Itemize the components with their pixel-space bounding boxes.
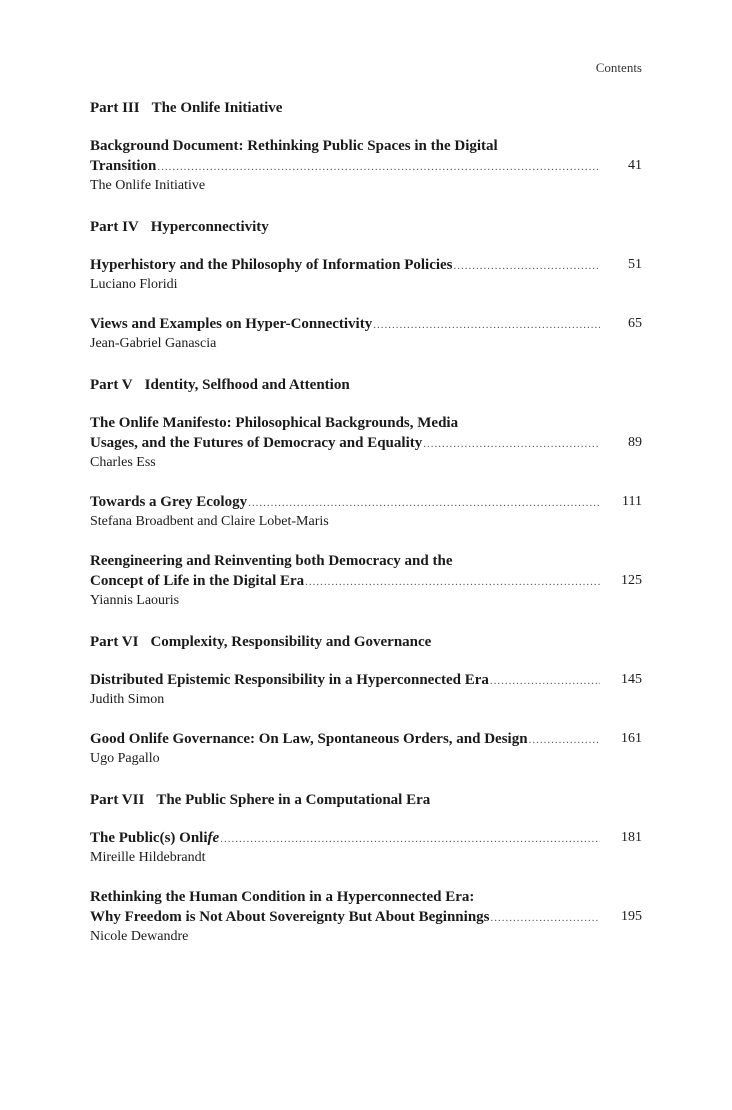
dot-leader <box>248 497 600 509</box>
page-number: 89 <box>628 435 642 450</box>
toc-entry[interactable] <box>90 136 642 196</box>
part-number: Part III <box>90 100 140 116</box>
dot-leader <box>454 260 600 272</box>
part-title: Hyperconnectivity <box>150 219 269 235</box>
chapter-author: Jean-Gabriel Ganascia <box>90 336 217 351</box>
part-heading <box>90 632 642 652</box>
page-number: 145 <box>621 672 642 687</box>
dot-leader <box>373 319 600 331</box>
page-number: 111 <box>622 494 642 509</box>
chapter-title <box>90 551 642 591</box>
toc-entry[interactable] <box>90 729 642 769</box>
dot-leader <box>529 734 600 746</box>
chapter-author: Judith Simon <box>90 692 165 707</box>
part-title: The Public Sphere in a Computational Era <box>156 792 431 808</box>
chapter-title-line: Concept of Life in the Digital Era <box>90 573 305 589</box>
page-number: 181 <box>621 830 642 845</box>
chapter-author: Mireille Hildebrandt <box>90 850 206 865</box>
toc-entry[interactable] <box>90 828 642 868</box>
part-heading <box>90 98 642 118</box>
part-heading <box>90 375 642 395</box>
chapter-title-line: Good Onlife Governance: On Law, Spontaneous Orders, and Design <box>90 731 528 747</box>
dot-leader <box>220 833 600 845</box>
part-title: The Onlife Initiative <box>151 100 283 116</box>
chapter-title-line: Why Freedom is Not About Sovereignty But About Beginnings <box>90 909 490 925</box>
toc-entry[interactable] <box>90 670 642 710</box>
part-number: Part IV <box>90 219 139 235</box>
chapter-title <box>90 887 642 927</box>
dot-leader <box>157 161 600 173</box>
part-heading <box>90 790 642 810</box>
chapter-author: Stefana Broadbent and Claire Lobet-Maris <box>90 514 329 529</box>
chapter-title-line <box>90 828 219 848</box>
page-number: 65 <box>628 316 642 331</box>
chapter-author: Luciano Floridi <box>90 277 178 292</box>
chapter-title <box>90 136 642 176</box>
chapter-title-line: Distributed Epistemic Responsibility in a Hyperconnected Era <box>90 672 489 688</box>
chapter-title-line: Usages, and the Futures of Democracy and Equality <box>90 435 423 451</box>
chapter-author: Nicole Dewandre <box>90 929 189 944</box>
dot-leader <box>423 438 600 450</box>
chapter-author: Ugo Pagallo <box>90 751 160 766</box>
toc-entry[interactable] <box>90 413 642 473</box>
chapter-title <box>90 729 642 749</box>
chapter-title-line: Hyperhistory and the Philosophy of Information Policies <box>90 257 453 273</box>
page-number: 41 <box>628 158 642 173</box>
chapter-title <box>90 670 642 690</box>
chapter-title-line: Views and Examples on Hyper-Connectivity <box>90 316 373 332</box>
chapter-title <box>90 828 642 848</box>
page-number: 195 <box>621 909 642 924</box>
chapter-title-italic: fe <box>207 830 220 846</box>
dot-leader <box>490 675 600 687</box>
toc-entry[interactable] <box>90 887 642 947</box>
chapter-title <box>90 413 642 453</box>
chapter-title-line: Transition <box>90 158 157 174</box>
chapter-title-text: The Public(s) Onli <box>90 830 208 846</box>
page-number: 51 <box>628 257 642 272</box>
part-number: Part VI <box>90 634 139 650</box>
chapter-title <box>90 492 642 512</box>
chapter-author: Yiannis Laouris <box>90 593 180 608</box>
chapter-title-line: Rethinking the Human Condition in a Hyperconnected Era: <box>90 889 475 905</box>
chapter-author: Charles Ess <box>90 455 156 470</box>
chapter-title <box>90 314 642 334</box>
toc-entry[interactable] <box>90 492 642 532</box>
chapter-title-line: Reengineering and Reinventing both Democracy and the <box>90 553 453 569</box>
part-title: Complexity, Responsibility and Governance <box>150 634 432 650</box>
chapter-title-line: Towards a Grey Ecology <box>90 494 248 510</box>
table-of-contents <box>90 98 642 966</box>
part-number: Part VII <box>90 792 145 808</box>
toc-entry[interactable] <box>90 551 642 611</box>
chapter-title-line: The Onlife Manifesto: Philosophical Backgrounds, Media <box>90 415 459 431</box>
toc-entry[interactable] <box>90 255 642 295</box>
running-head: Contents <box>595 60 642 75</box>
dot-leader <box>491 912 601 924</box>
toc-entry[interactable] <box>90 314 642 354</box>
page-number: 161 <box>621 731 642 746</box>
chapter-title <box>90 255 642 275</box>
chapter-author: The Onlife Initiative <box>90 178 206 193</box>
part-title: Identity, Selfhood and Attention <box>144 377 350 393</box>
dot-leader <box>305 576 600 588</box>
part-number: Part V <box>90 377 133 393</box>
page-number: 125 <box>621 573 642 588</box>
part-heading <box>90 217 642 237</box>
chapter-title-line: Background Document: Rethinking Public Spaces in the Digital <box>90 138 498 154</box>
